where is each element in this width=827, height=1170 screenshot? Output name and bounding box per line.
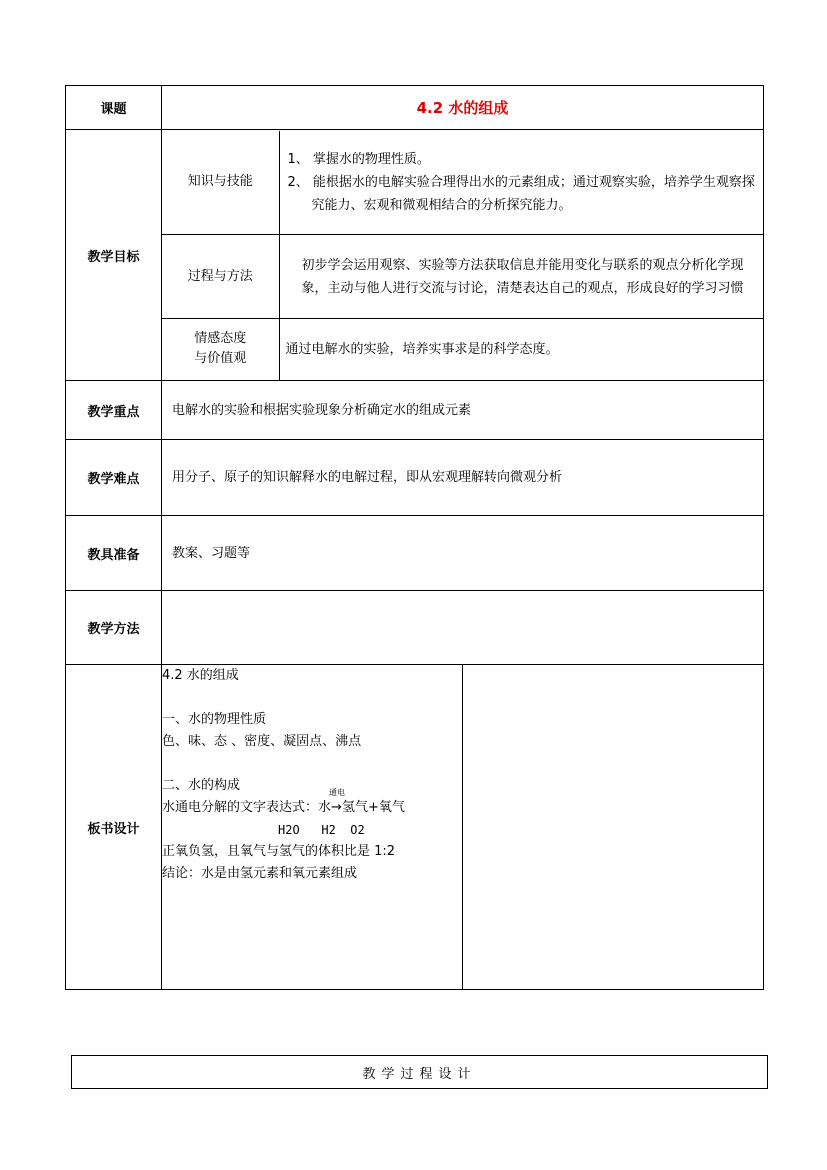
objective-process-row [162, 235, 763, 319]
board-section1: 一、水的物理性质 [162, 712, 267, 727]
objective-process-label: 过程与方法 [162, 235, 279, 319]
objectives-label: 教学目标 [66, 130, 162, 381]
board-conclusion: 结论：水是由氢元素和氧元素组成 [162, 866, 358, 881]
board-empty-cell [462, 665, 763, 989]
board-equation [162, 788, 462, 819]
objective-attitude-row [162, 319, 763, 380]
board-section1-detail: 色、味、态 、密度、凝固点、沸点 [162, 734, 362, 749]
process-header-table [71, 1055, 768, 1089]
key-points-text: 电解水的实验和根据实验现象分析确定水的组成元素 [162, 381, 764, 440]
materials-text: 教案、习题等 [162, 516, 764, 591]
difficulties-row [66, 440, 764, 516]
key-points-row [66, 381, 764, 440]
list-item: 1、 掌握水的物理性质。 [287, 151, 430, 167]
board-formulas: H2O H2 O2 [278, 823, 365, 837]
objectives-subtable [162, 131, 763, 380]
board-content [162, 665, 462, 989]
materials-label: 教具准备 [66, 516, 162, 591]
objective-knowledge-label: 知识与技能 [162, 131, 279, 235]
objective-knowledge-row [162, 131, 763, 235]
objective-knowledge-content [279, 131, 763, 235]
objective-process-content [279, 235, 763, 319]
board-row [66, 665, 764, 990]
objective-process-text: 初步学会运用观察、实验等方法获取信息并能用变化与联系的观点分析化学现象，主动与他人进行交流与讨论，清楚表达自己的观点，形成良好的学习习惯 [301, 257, 744, 296]
topic-title: 4.2 水的组成 [162, 86, 764, 130]
objectives-row [66, 130, 764, 381]
board-ratio: 正氧负氢，且氧气与氢气的体积比是 1:2 [162, 844, 396, 859]
objective-attitude-content [279, 319, 763, 380]
board-section2: 二、水的构成 [162, 778, 241, 793]
lesson-plan-table [65, 85, 764, 990]
difficulties-text: 用分子、原子的知识解释水的电解过程，即从宏观理解转向微观分析 [162, 440, 764, 516]
equation-condition: 通电 [329, 788, 346, 797]
objective-attitude-text: 通过电解水的实验，培养实事求是的科学态度。 [285, 341, 559, 357]
list-item: 2、 能根据水的电解实验合理得出水的元素组成；通过观察实验，培养学生观察探究能力、宏观和微观相结合的分析探究能力。 [287, 174, 755, 213]
board-label: 板书设计 [66, 665, 162, 990]
methods-label: 教学方法 [66, 591, 162, 665]
key-points-label: 教学重点 [66, 381, 162, 440]
board-subtable [162, 665, 763, 989]
board-title: 4.2 水的组成 [162, 668, 239, 683]
objectives-cell [162, 130, 764, 381]
equation-prefix: 水通电分解的文字表达式： [162, 800, 319, 815]
board-cell [162, 665, 764, 990]
topic-label: 课题 [66, 86, 162, 130]
objective-attitude-label-line2: 与价值观 [194, 351, 247, 367]
objective-knowledge-list [280, 148, 764, 217]
materials-row [66, 516, 764, 591]
difficulties-label: 教学难点 [66, 440, 162, 516]
objective-attitude-label [162, 319, 279, 380]
process-title: 教学过程设计 [72, 1056, 768, 1089]
methods-text [162, 591, 764, 665]
equation-reactant: 水 [318, 800, 332, 815]
topic-row [66, 86, 764, 130]
equation-products: 氢气+氧气 [341, 800, 405, 815]
objective-attitude-label-line1: 情感态度 [194, 331, 247, 347]
methods-row [66, 591, 764, 665]
equation-arrow [329, 788, 346, 819]
equation-arrow-glyph: → [331, 800, 342, 815]
